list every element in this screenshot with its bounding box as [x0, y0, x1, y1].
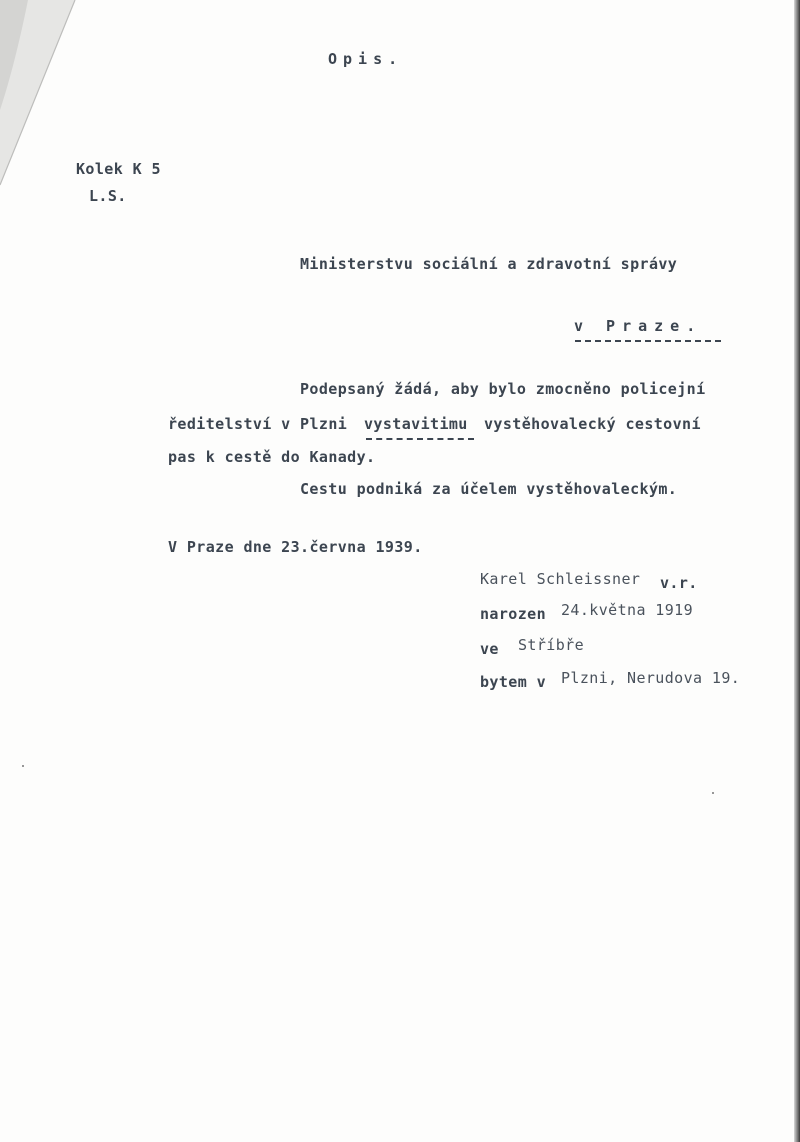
residence-label: bytem v [480, 673, 547, 691]
paragraph-1-line-2c: vystěhovalecký cestovní [484, 415, 701, 433]
residence-address: Plzni, Nerudova 19. [561, 669, 741, 687]
location: v Praze. [574, 317, 703, 335]
paragraph-1-line-1: Podepsaný žádá, aby bylo zmocněno policejní [300, 380, 706, 398]
signer-name: Karel Schleissner [480, 570, 641, 588]
addressee: Ministerstvu sociální a zdravotní správy [300, 255, 678, 273]
paragraph-1-line-2b: vystavitimu [364, 415, 468, 433]
paragraph-1-line-3: pas k cestě do Kanady. [168, 448, 376, 466]
birth-place: Stříbře [518, 636, 585, 654]
born-label: narozen [480, 605, 547, 623]
paper-speck [712, 792, 714, 794]
scan-edge [794, 0, 800, 1142]
stamp-line-2: L.S. [89, 187, 127, 205]
born-date: 24.května 1919 [561, 601, 694, 619]
stamp-line-1: Kolek K 5 [76, 160, 161, 178]
date-line: V Praze dne 23.června 1939. [168, 538, 423, 556]
document-title: Opis. [328, 50, 404, 68]
location-underline [575, 340, 721, 342]
signer-suffix: v.r. [660, 574, 698, 592]
place-prefix: ve [480, 640, 499, 658]
paper-speck [22, 765, 24, 767]
vystavit-underline [366, 438, 474, 440]
paragraph-1-line-2a: ředitelství v Plzni [168, 415, 348, 433]
paragraph-2: Cestu podniká za účelem vystěhovaleckým. [300, 480, 678, 498]
